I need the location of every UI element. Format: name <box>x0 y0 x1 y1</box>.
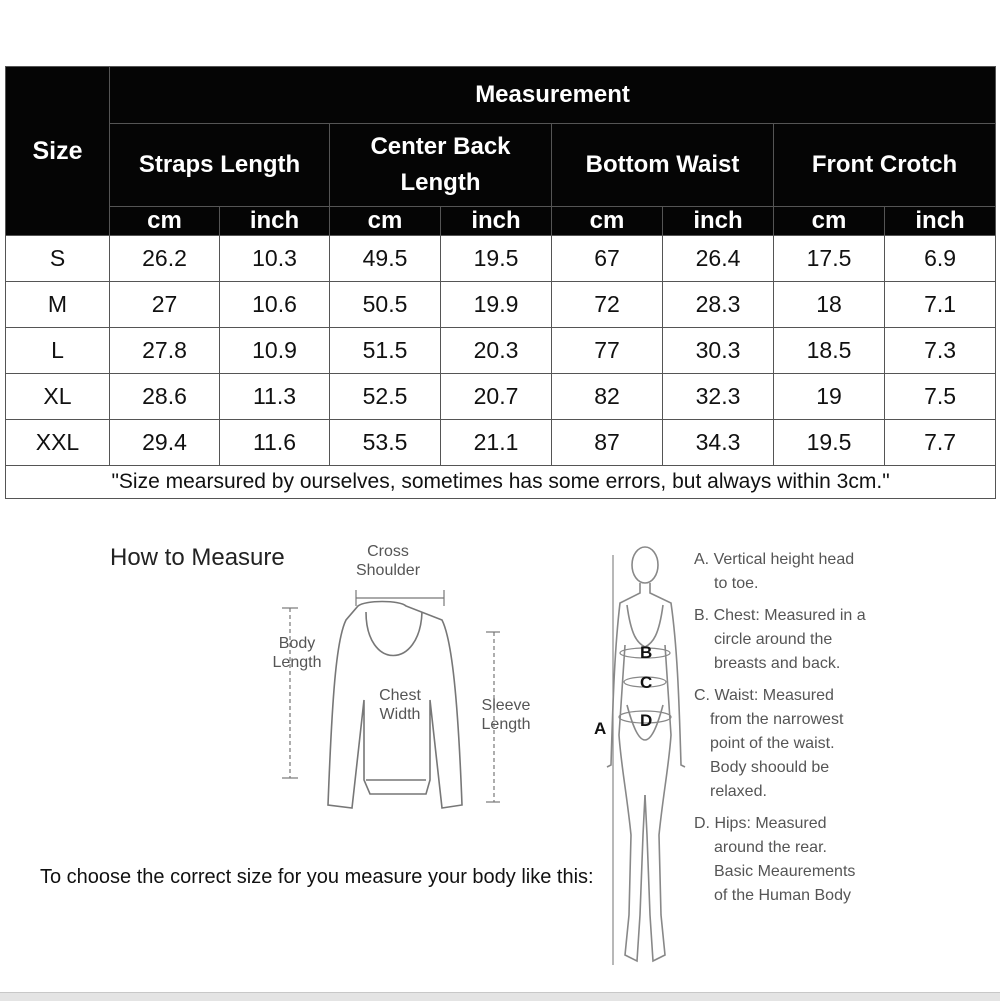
value-cell: 30.3 <box>663 328 774 374</box>
size-cell: S <box>6 236 110 282</box>
table-row <box>6 282 996 328</box>
note-line: B. Chest: Measured in a <box>694 607 866 624</box>
note-b <box>694 604 994 676</box>
unit-header: inch <box>663 207 774 236</box>
value-cell: 28.6 <box>110 374 220 420</box>
note-line: D. Hips: Measured <box>694 815 827 832</box>
value-cell: 18 <box>774 282 885 328</box>
group-header-front-crotch: Front Crotch <box>774 124 996 207</box>
note-line: to toe. <box>714 575 759 592</box>
value-cell: 53.5 <box>330 420 441 466</box>
unit-header: inch <box>441 207 552 236</box>
table-row <box>6 420 996 466</box>
value-cell: 19 <box>774 374 885 420</box>
body-figure-diagram <box>585 535 695 980</box>
value-cell: 26.2 <box>110 236 220 282</box>
note-line: A. Vertical height head <box>694 551 855 568</box>
sleeve-length-label: Sleeve Length <box>481 697 531 733</box>
table-row <box>6 236 996 282</box>
group-header-bottom-waist: Bottom Waist <box>552 124 774 207</box>
measure-letter-a: A <box>594 719 607 738</box>
value-cell: 11.6 <box>220 420 330 466</box>
unit-header: cm <box>774 207 885 236</box>
value-cell: 72 <box>552 282 663 328</box>
value-cell: 18.5 <box>774 328 885 374</box>
value-cell: 11.3 <box>220 374 330 420</box>
note-line: relaxed. <box>710 783 767 800</box>
chest-width-label: Chest Width <box>379 687 421 723</box>
table-row <box>6 374 996 420</box>
value-cell: 7.7 <box>885 420 996 466</box>
unit-header: inch <box>885 207 996 236</box>
value-cell: 67 <box>552 236 663 282</box>
note-line: point of the waist. <box>710 735 835 752</box>
value-cell: 19.9 <box>441 282 552 328</box>
note-d <box>694 812 994 908</box>
value-cell: 28.3 <box>663 282 774 328</box>
size-cell: XXL <box>6 420 110 466</box>
value-cell: 34.3 <box>663 420 774 466</box>
value-cell: 20.3 <box>441 328 552 374</box>
size-note: "Size mearsured by ourselves, sometimes has some errors, but always within 3cm." <box>6 466 996 499</box>
note-line: circle around the <box>714 631 833 648</box>
measure-letter-c: C <box>640 673 653 692</box>
value-cell: 49.5 <box>330 236 441 282</box>
note-line: Basic Meaurements <box>714 863 856 880</box>
value-cell: 82 <box>552 374 663 420</box>
instruction-text: To choose the correct size for you measure your body like this: <box>40 866 594 888</box>
measurement-header: Measurement <box>110 67 996 124</box>
table-row <box>6 328 996 374</box>
value-cell: 52.5 <box>330 374 441 420</box>
note-line: of the Human Body <box>714 887 851 904</box>
note-line: breasts and back. <box>714 655 841 672</box>
note-line: Body shoould be <box>710 759 830 776</box>
value-cell: 77 <box>552 328 663 374</box>
value-cell: 10.6 <box>220 282 330 328</box>
body-length-label: Body Length <box>272 635 322 671</box>
value-cell: 20.7 <box>441 374 552 420</box>
note-line: C. Waist: Measured <box>694 687 834 704</box>
value-cell: 51.5 <box>330 328 441 374</box>
value-cell: 17.5 <box>774 236 885 282</box>
value-cell: 87 <box>552 420 663 466</box>
value-cell: 10.9 <box>220 328 330 374</box>
value-cell: 19.5 <box>774 420 885 466</box>
value-cell: 50.5 <box>330 282 441 328</box>
value-cell: 7.3 <box>885 328 996 374</box>
value-cell: 10.3 <box>220 236 330 282</box>
unit-header: inch <box>220 207 330 236</box>
value-cell: 7.5 <box>885 374 996 420</box>
note-a <box>694 548 994 596</box>
group-header-center-back-length: Center Back Length <box>330 124 552 207</box>
measure-letter-d: D <box>640 711 653 730</box>
unit-header: cm <box>110 207 220 236</box>
how-to-measure-title: How to Measure <box>110 544 285 571</box>
unit-header: cm <box>552 207 663 236</box>
note-line: from the narrowest <box>710 711 844 728</box>
value-cell: 21.1 <box>441 420 552 466</box>
note-c <box>694 684 994 804</box>
size-cell: XL <box>6 374 110 420</box>
value-cell: 29.4 <box>110 420 220 466</box>
group-header-straps-length: Straps Length <box>110 124 330 207</box>
size-chart-table <box>5 66 996 499</box>
size-cell: M <box>6 282 110 328</box>
cross-shoulder-label: Cross Shoulder <box>355 543 421 579</box>
measure-letter-b: B <box>640 643 653 662</box>
value-cell: 7.1 <box>885 282 996 328</box>
value-cell: 19.5 <box>441 236 552 282</box>
value-cell: 32.3 <box>663 374 774 420</box>
unit-header: cm <box>330 207 441 236</box>
size-cell: L <box>6 328 110 374</box>
value-cell: 27 <box>110 282 220 328</box>
measurement-notes <box>694 548 994 916</box>
size-header: Size <box>6 67 110 236</box>
value-cell: 26.4 <box>663 236 774 282</box>
value-cell: 27.8 <box>110 328 220 374</box>
value-cell: 6.9 <box>885 236 996 282</box>
note-line: around the rear. <box>714 839 827 856</box>
